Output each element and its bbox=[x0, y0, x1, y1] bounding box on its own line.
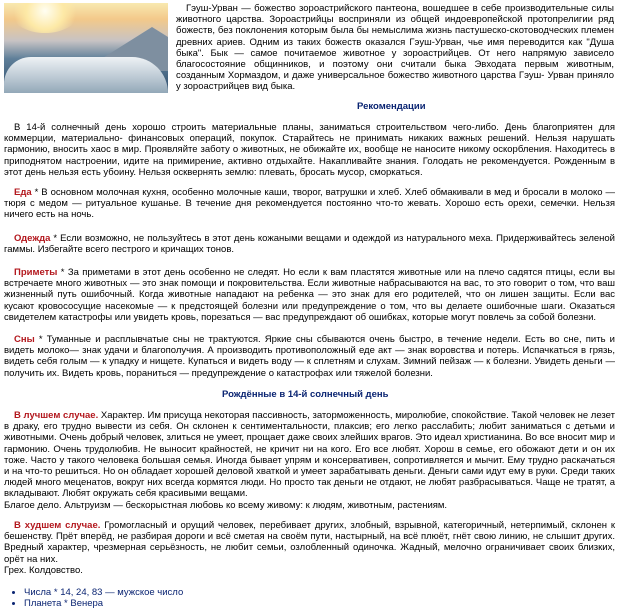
sky-mountain-image bbox=[4, 3, 168, 93]
food-label: Еда bbox=[14, 187, 32, 198]
dreams-paragraph: Сны * Туманные и расплывчатые сны не трактуются. Яркие сны сбываются очень быстро, в течение недели. Есть во сне, пить и видеть молоко— знак удачи и благополучия. А производить противоположный еде акт — знак воровства и потерь. Испачкаться в грязь, видеть себя голым — к упадку и нищете. Купаться и видеть воду — к сплетням и слухам. Зимний пейзаж — к болезни. Увидеть деньги — получить их. Видеть кровь, пораниться — предупреждение о катастрофах или тяжелой болезни. bbox=[4, 334, 615, 379]
best-case-virtue: Благое дело. Альтруизм — бескорыстная любовь ко всему живому: к людям, животным, растениям. bbox=[4, 499, 448, 511]
worst-case-label: В худшем случае. bbox=[14, 520, 101, 531]
best-case-paragraph: В лучшем случае. Характер. Им присуща некоторая пассивность, заторможенность, миролюбие, спокойствие. Такой человек не лезет в драку, его трудно вывести из себя. Он склонен к сентиментальности, плаксив; его легко расслабить; любит заниматься с детьми и животными. Очень добрый человек, злиться не умеет, прощает даже своих злейших врагов. Это идеал христианина. Во все вносит мир и гармонию. Очень трудолюбив. Не выносит крайностей, не кричит ни на кого. Его все любят. Хорош в семье, его обожают дети и он их тоже. Часто у такого человека большая семья. Иногда бывает упрям и консервативен, сопротивляется и мычит. Ему трудно раскачаться и на что-то решиться. Но он обладает хорошей деловой хваткой и умеет зарабатывать деньги. Деньги сами идут ему в руки. Среди таких людей много меценатов, вокруг них всегда кормятся люди. Но просто так деньги не отдают, не любят разбрасываться. Чаще не тратят, а вкладывают. Любят окружать себя красивыми вещами. Благое дело. Альтруизм — бескорыстная любовь ко всему живому: к людям, животным, растениям. bbox=[4, 410, 615, 511]
food-paragraph: Еда * В основном молочная кухня, особенно молочные каши, творог, ватрушки и хлеб. Хлеб обмакивали в мед и бросали в молоко — тюря с медом — ритуальное кушанье. В течение дня рекомендуется постоянно что-то жевать. Хорошо есть орехи, семечки. Нельзя ничего есть на ночь. bbox=[4, 187, 615, 221]
dreams-label: Сны bbox=[14, 334, 35, 345]
recommendations-heading: Рекомендации bbox=[357, 101, 426, 112]
worst-case-sin: Грех. Колдовство. bbox=[4, 564, 83, 576]
numbers-item: • Числа * 14, 24, 83 — мужское число bbox=[24, 587, 183, 598]
born-heading: Рождённые в 14-й солнечный день bbox=[222, 389, 389, 400]
best-case-label: В лучшем случае. bbox=[14, 410, 99, 421]
worst-case-paragraph: В худшем случае. Громогласный и орущий человек, перебивает других, злобный, взрывной, категоричный, нетерпимый, склонен к бешенству. Прёт вперёд, не разбирая дороги и всё сметая на своём пути, настырный, на всё плюёт, гнёт свою линию, не слышит других. Вредный характер, чрезмерная серьёзность, не любит семьи, озлобленный одиночка. Жадный, мелочно ограничивает своих близких, орёт на них. Грех. Колдовство. bbox=[4, 520, 615, 576]
omens-label: Приметы bbox=[14, 267, 58, 278]
sun-glow bbox=[10, 3, 80, 33]
recommendations-paragraph: В 14-й солнечный день хорошо строить материальные планы, заниматься строительством чего-либо. День благоприятен для коммерции, материально- финансовых операций, покупок. Старайтесь не принимать никаких важных решений. Нельзя нарушать гармонию, вносить хаос в мир. Проявляйте заботу о животных, не обижайте их, вообще не наносите никому оскорбления. Находитесь в приподнятом настроении, идите на примирение, активно отдыхайте. Накапливайте знания. Голодать не рекомендуется. Рожденным в этот день нельзя есть убоину. Нельзя осквернять землю: плевать, бросать мусор, сморкаться. bbox=[4, 122, 615, 178]
intro-paragraph: Гэуш-Урван — божество зороастрийского пантеона, вошедшее в себе производительные силы животного царства. Зороастрийцы восприняли из общей индоевропейской протопрелигии ряд божеств, без поклонения которым была бы немыслима жизнь пастушеско-скотоводческих племен древних ариев. Одним из таких божеств оказался Гэуш-Урван, чье имя переводится как "Душа быка". Бык — самое почитаемое животное у зороастрийцев. От него напрямую зависело благосостояние общинников, и поэтому они считали быка Эвходата первым животным, созданным Хормаздом, и даже универсальное божество животного царства Гэуш- Урван приняло у зороастрийцев вид быка. bbox=[176, 3, 614, 93]
omens-paragraph: Приметы * За приметами в этот день особенно не следят. Но если к вам пластятся животные или на плечо садятся птицы, если вы встречаете много животных — это знак помощи и покровительства. Если животные набрасываются на вас, то это говорит о том, что ваш жизненный путь ошибочный. Когда животные нападают на ребенка — это знак для его родителей, что он лишен защиты. Если вас кусают кровососущие насекомые — к предстоящей болезни или предупреждение о том, что вы делаете ошибочные шаги. Оказаться свидетелем катастрофы или увидеть кровь, порезаться — вас предупреждают об ошибках, которые могут повлечь за собой болезни. bbox=[4, 267, 615, 323]
facts-list bbox=[4, 587, 183, 609]
clothes-label: Одежда bbox=[14, 233, 51, 244]
cloud-layer bbox=[4, 57, 168, 93]
planet-item: • Планета * Венера bbox=[24, 598, 183, 609]
clothes-paragraph: Одежда * Если возможно, не пользуйтесь в этот день кожаными вещами и одеждой из натурального меха. Придерживайтесь зеленой гаммы. Избегайте всего пестрого и кричащих тонов. bbox=[4, 233, 615, 256]
